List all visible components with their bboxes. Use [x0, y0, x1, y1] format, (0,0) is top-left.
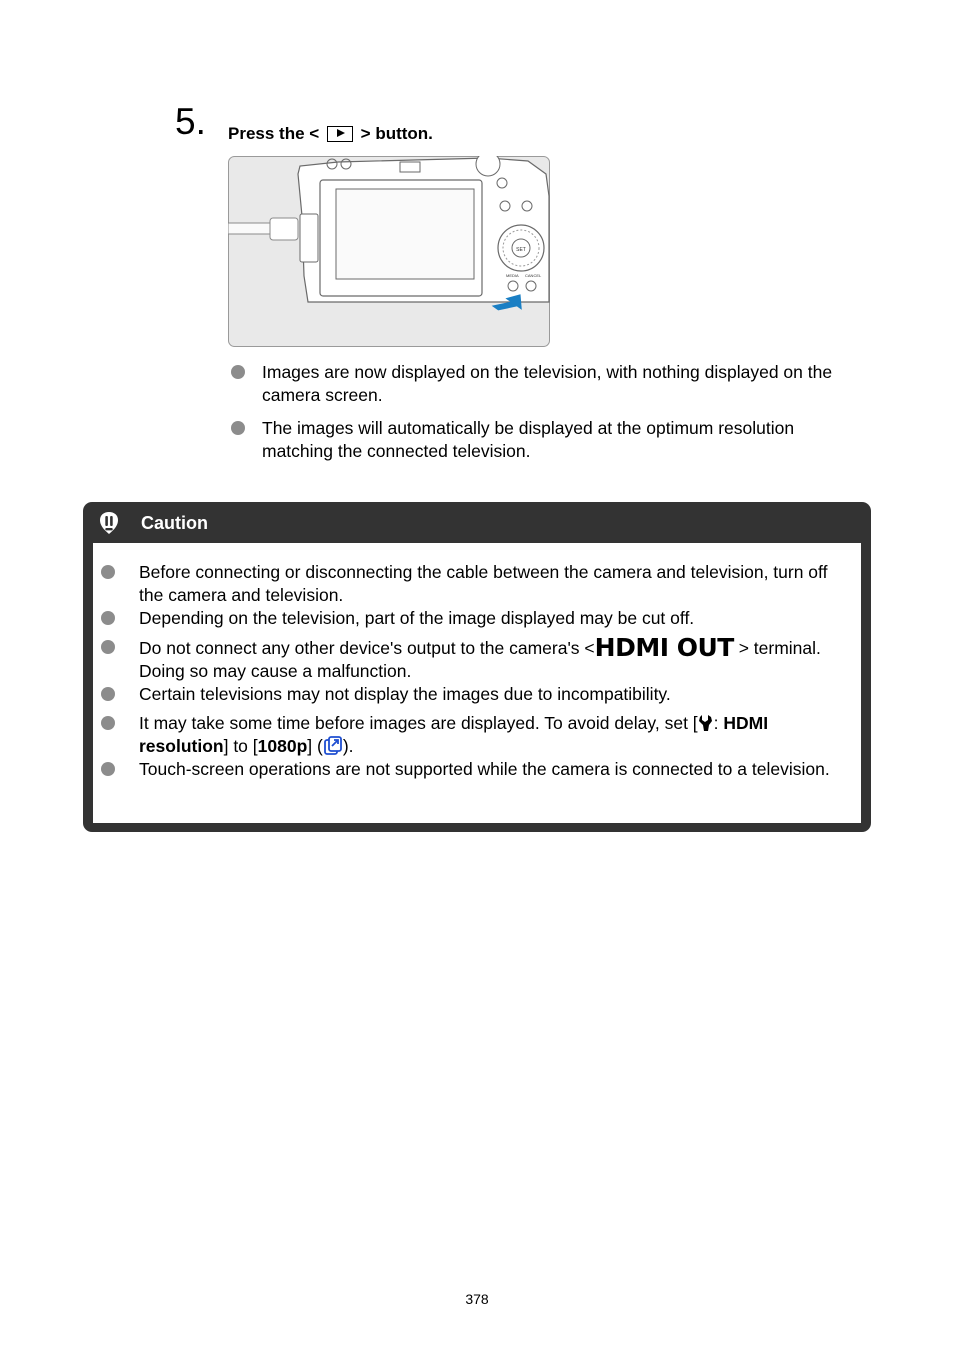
caution-item: [101, 607, 831, 630]
hdmi-out-terminal-label: HDMI OUT: [594, 633, 734, 662]
caution-item: [101, 561, 831, 607]
caution-text: Depending on the television, part of the image displayed may be cut off.: [139, 608, 695, 628]
caution-text: ).: [342, 736, 354, 756]
setting-value: 1080p: [257, 736, 308, 756]
result-bullets: [228, 361, 868, 473]
caution-text: Do not connect any other device's output to the camera's <: [139, 638, 595, 658]
caution-text: It may take some time before images are displayed. To avoid delay, set [: [139, 713, 698, 733]
caution-box: [83, 502, 871, 832]
bullet-dot-icon: [231, 365, 245, 379]
camera-illustration: [228, 156, 550, 347]
dial-set-label: SET: [516, 247, 526, 253]
caution-header: [83, 502, 871, 542]
caution-title: Caution: [141, 513, 208, 533]
bullet-dot-icon: [101, 640, 115, 654]
caution-text: Certain televisions may not display the images due to incompatibility.: [139, 684, 671, 704]
caution-text: ] to [: [223, 736, 258, 756]
step-title-suffix: > button.: [360, 124, 433, 143]
bullet-dot-icon: [101, 611, 115, 625]
setting-name: HDMI resolution: [139, 713, 769, 756]
caution-text: > terminal. Doing so may cause a malfunction.: [139, 638, 821, 681]
page-number: 378: [465, 1291, 489, 1307]
caution-body: [93, 543, 861, 823]
wrench-icon: [698, 714, 714, 732]
caution-exclamation-icon: [97, 511, 121, 535]
bullet-dot-icon: [101, 565, 115, 579]
media-label: MEDIA: [506, 273, 519, 278]
caution-text: Touch-screen operations are not supported while the camera is connected to a television.: [139, 759, 830, 779]
bullet-dot-icon: [101, 762, 115, 776]
bullet-item: [228, 417, 868, 463]
bullet-text: The images will automatically be displayed at the optimum resolution matching the connected television.: [262, 418, 795, 461]
caution-text: ] (: [307, 736, 323, 756]
step-title: [228, 123, 433, 145]
step-title-prefix: Press the <: [228, 124, 320, 143]
cancel-label: CANCEL: [525, 273, 542, 278]
bullet-dot-icon: [101, 716, 115, 730]
caution-text: Before connecting or disconnecting the cable between the camera and television, turn off the camera and television.: [139, 562, 828, 605]
caution-item: [101, 633, 831, 683]
bullet-item: [228, 361, 868, 407]
playback-button-icon: [327, 126, 353, 142]
step-number: 5.: [175, 101, 206, 142]
caution-item: [101, 712, 831, 758]
caution-item: [101, 758, 831, 781]
caution-item: [101, 683, 831, 706]
bullet-dot-icon: [231, 421, 245, 435]
bullet-dot-icon: [101, 687, 115, 701]
page-reference-link-icon[interactable]: [323, 736, 343, 756]
caution-text: :: [713, 713, 724, 733]
bullet-text: Images are now displayed on the television, with nothing displayed on the camera screen.: [262, 362, 833, 405]
